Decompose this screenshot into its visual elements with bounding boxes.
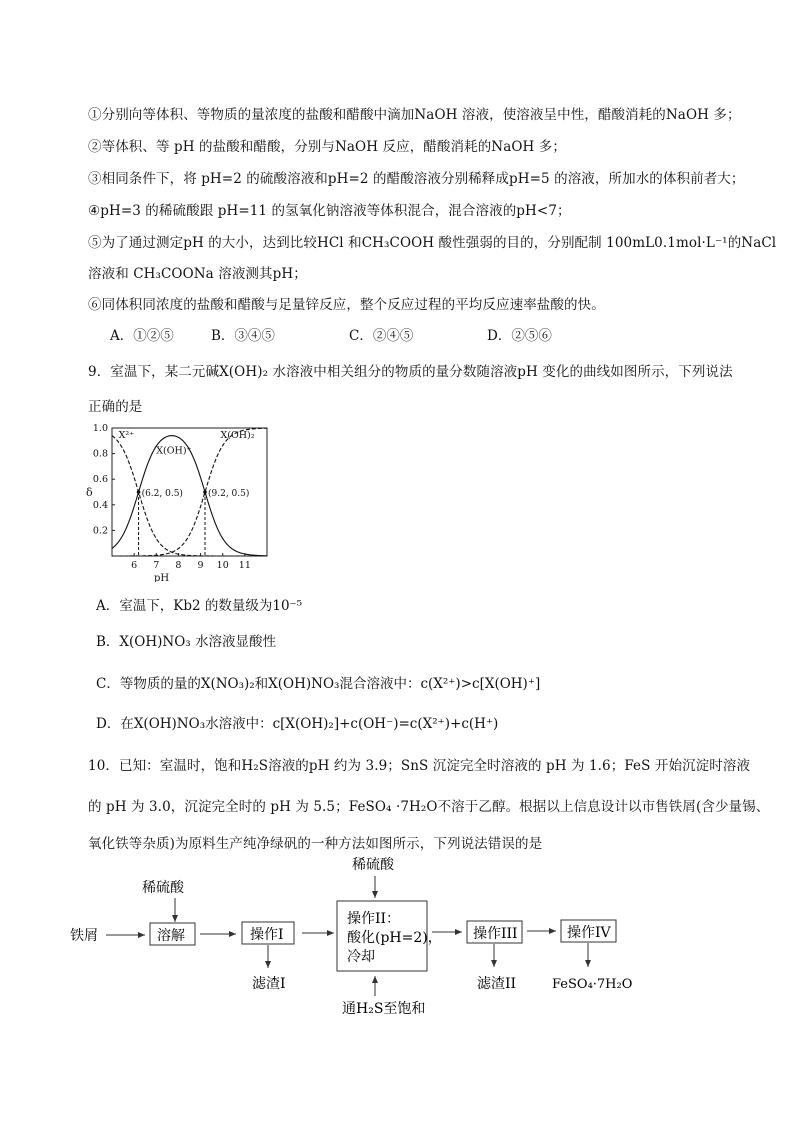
flow-step3-line1: 操作II： bbox=[347, 911, 401, 927]
flow-reagent2-label: 稀硫酸 bbox=[352, 857, 394, 873]
q8-option-c: C．②④⑤ bbox=[349, 328, 414, 344]
annotation-point bbox=[137, 490, 141, 494]
flow-step5-label: 操作IV bbox=[567, 925, 611, 941]
q10-stem-line2: 的 pH 为 3.0，沉淀完全时的 pH 为 5.5；FeSO₄ ·7H₂O不溶于乙醇。根据以上信息设计以市售铁屑(含少量锡、 bbox=[88, 799, 770, 815]
q8-item-5-cont: 溶液和 CH₃COONa 溶液测其pH； bbox=[88, 266, 307, 282]
q9-option-a: A．室温下，Kb2 的数量级为10⁻⁵ bbox=[96, 598, 303, 614]
x-tick-label: 7 bbox=[153, 560, 160, 571]
y-tick-label: 0.2 bbox=[92, 525, 108, 537]
flow-reagent1-label: 稀硫酸 bbox=[142, 880, 184, 896]
annotation-label: (6.2, 0.5) bbox=[141, 489, 183, 499]
q8-option-d: D．②⑤⑥ bbox=[487, 328, 552, 344]
x-tick-label: 11 bbox=[238, 560, 251, 571]
flow-residue1-label: 滤渣I bbox=[252, 976, 286, 992]
x-tick-label: 9 bbox=[197, 560, 204, 571]
q8-item-4: ④pH=3 的稀硫酸跟 pH=11 的氢氧化钠溶液等体积混合，混合溶液的pH<7； bbox=[88, 203, 571, 219]
x-axis-label: pH bbox=[153, 573, 170, 582]
q9-stem-line2: 正确的是 bbox=[88, 399, 143, 415]
x-tick-label: 8 bbox=[175, 560, 182, 571]
q8-item-6: ⑥同体积同浓度的盐酸和醋酸与足量锌反应，整个反应过程的平均反应速率盐酸的快。 bbox=[88, 297, 605, 313]
q9-stem-line1: 9．室温下，某二元碱X(OH)₂ 水溶液中相关组分的物质的量分数随溶液pH 变化的曲线如图所示，下列说法 bbox=[88, 364, 733, 380]
flow-step3-line2: 酸化(pH=2)， bbox=[347, 930, 442, 946]
series-label-xoh2: X(OH)₂ bbox=[220, 430, 255, 442]
flow-step2-label: 操作I bbox=[250, 927, 284, 943]
q8-item-1: ①分别向等体积、等物质的量浓度的盐酸和醋酸中滴加NaOH 溶液，使溶液呈中性，醋酸消耗的NaOH 多； bbox=[88, 107, 741, 123]
q9-option-c: C．等物质的量的X(NO₃)₂和X(OH)NO₃混合溶液中：c(X²⁺)>c[X(OH)⁺] bbox=[96, 676, 541, 692]
flow-step4-label: 操作III bbox=[473, 926, 518, 942]
process-flowchart bbox=[70, 850, 670, 1020]
x-tick-label: 6 bbox=[131, 560, 138, 571]
distribution-chart bbox=[82, 420, 282, 582]
y-tick-label: 0.4 bbox=[92, 499, 108, 511]
flow-step1-label: 溶解 bbox=[157, 928, 185, 944]
y-tick-label: 1.0 bbox=[92, 423, 108, 434]
x-tick-label: 10 bbox=[216, 560, 229, 571]
annotation-label: (9.2, 0.5) bbox=[208, 489, 250, 499]
q8-item-2: ②等体积、等 pH 的盐酸和醋酸，分别与NaOH 反应，醋酸消耗的NaOH 多； bbox=[88, 139, 566, 155]
annotation-point bbox=[203, 490, 207, 494]
flow-product-label: FeSO₄·7H₂O bbox=[552, 977, 633, 992]
y-tick-label: 0.6 bbox=[92, 474, 108, 486]
q9-option-b: B．X(OH)NO₃ 水溶液显酸性 bbox=[96, 634, 276, 650]
q9-option-d: D．在X(OH)NO₃水溶液中：c[X(OH)₂]+c(OH⁻)=c(X²⁺)+c(H⁺) bbox=[96, 716, 499, 732]
series-label-x2: X²⁺ bbox=[118, 430, 135, 442]
flow-reagent3-label: 通H₂S至饱和 bbox=[342, 1001, 426, 1017]
q8-item-5: ⑤为了通过测定pH 的大小，达到比较HCl 和CH₃COOH 酸性强弱的目的，分别配制 100mL0.1mol·L⁻¹的NaCl bbox=[88, 235, 777, 251]
series-label-xoh: X(OH)⁺ bbox=[156, 445, 192, 457]
q8-option-b: B．③④⑤ bbox=[211, 328, 275, 344]
flow-step3-line3: 冷却 bbox=[347, 949, 375, 965]
q8-item-3: ③相同条件下，将 pH=2 的硫酸溶液和pH=2 的醋酸溶液分别稀释成pH=5 的溶液，所加水的体积前者大； bbox=[88, 171, 745, 187]
q10-stem-line1: 10．已知：室温时，饱和H₂S溶液的pH 约为 3.9；SnS 沉淀完全时溶液的 pH 为 1.6；FeS 开始沉淀时溶液 bbox=[88, 758, 751, 774]
q8-option-a: A．①②⑤ bbox=[110, 328, 174, 344]
flow-input-label: 铁屑 bbox=[70, 928, 98, 944]
y-tick-label: 0.8 bbox=[92, 448, 108, 460]
q10-stem-line3: 氧化铁等杂质)为原料生产纯净绿矾的一种方法如图所示，下列说法错误的是 bbox=[88, 836, 543, 852]
flow-residue2-label: 滤渣II bbox=[477, 976, 517, 992]
y-axis-label: δ bbox=[86, 486, 93, 499]
